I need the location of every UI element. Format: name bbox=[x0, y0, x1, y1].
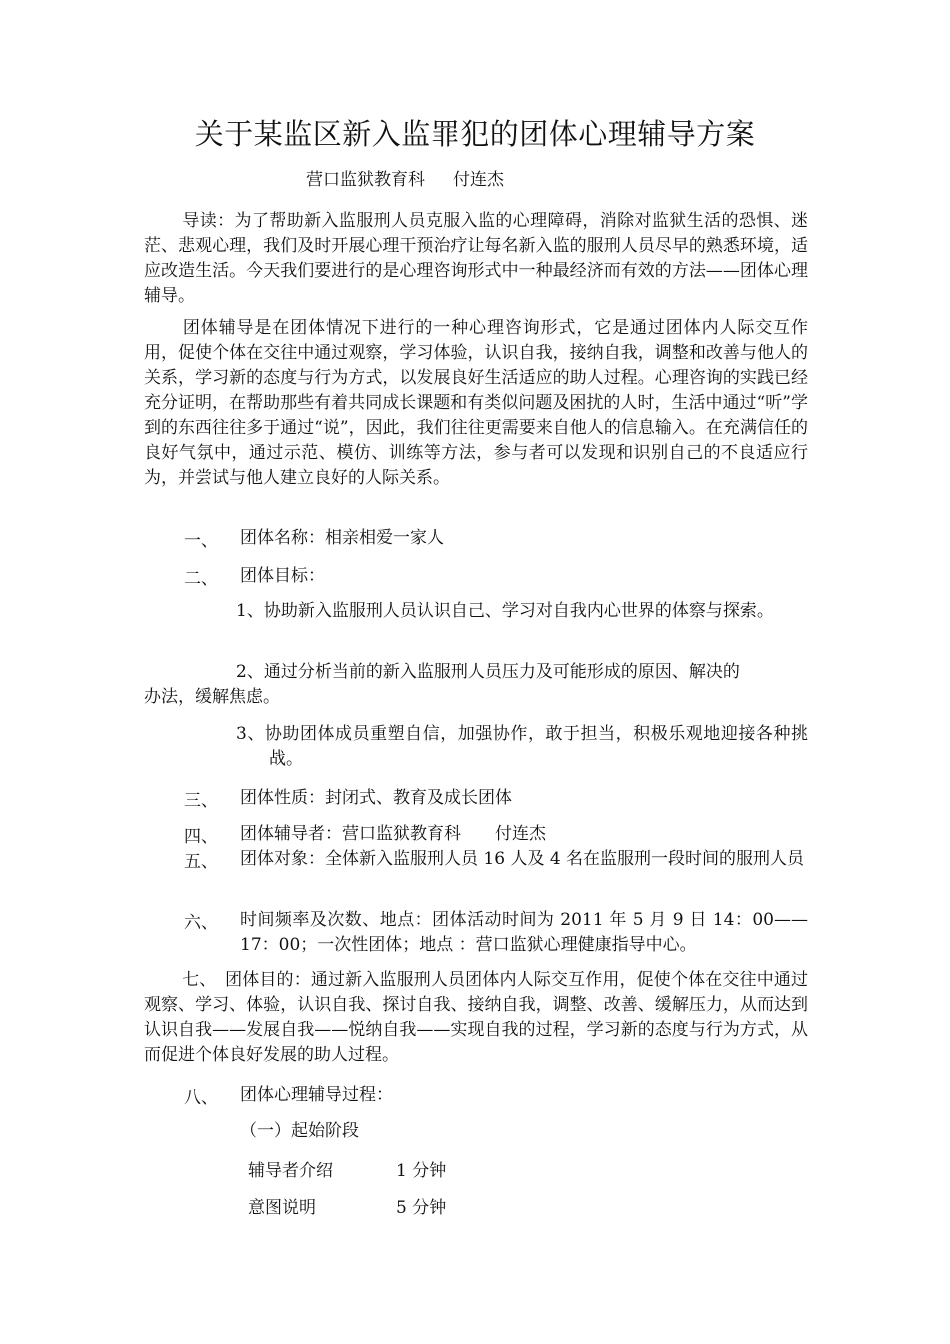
author-org: 营口监狱教育科 bbox=[306, 170, 425, 190]
author-name: 付连杰 bbox=[453, 170, 504, 190]
goal-2-line-1: 2、通过分析当前的新入监服刑人员压力及可能形成的原因、解决的 bbox=[236, 662, 740, 682]
section-7-paragraph bbox=[144, 968, 808, 1068]
section-6-text: 时间频率及次数、地点：团体活动时间为 2011 年 5 月 9 日 14：00——17：00；一次性团体；地点 ：营口监狱心理健康指导中心。 bbox=[240, 910, 808, 955]
section-1-text: 团体名称：相亲相爱一家人 bbox=[240, 528, 444, 548]
section-1-number: 一、 bbox=[184, 531, 218, 551]
goal-1: 1、协助新入监服刑人员认识自己、学习对自我内心世界的体察与探索。 bbox=[236, 601, 774, 621]
section-8-number: 八、 bbox=[184, 1088, 218, 1108]
document-title: 关于某监区新入监罪犯的团体心理辅导方案 bbox=[194, 117, 756, 151]
intro-text: 导读：为了帮助新入监服刑人员克服入监的心理障碍，消除对监狱生活的恐惧、迷茫、悲观心理，我们及时开展心理干预治疗让每名新入监的服刑人员尽早的熟悉环境，适应改造生活。今天我们要进行的是心理咨询形式中一种最经济而有效的方法——团体心理辅导。 bbox=[144, 211, 808, 306]
goal-2-line-2: 办法，缓解焦虑。 bbox=[144, 687, 280, 707]
author-line bbox=[306, 165, 504, 190]
definition-text: 团体辅导是在团体情况下进行的一种心理咨询形式，它是通过团体内人际交互作用，促使个体在交往中通过观察，学习体验，认识自我，接纳自我，调整和改善与他人的关系，学习新的态度与行为方式，以发展良好生活适应的助人过程。心理咨询的实践已经充分证明，在帮助那些有着共同成长课题和有类似问题及困扰的人时，生活中通过“听”学到的东西往往多于通过“说”，因此，我们往往更需要来自他人的信息输入。在充满信任的良好气氛中，通过示范、模仿、训练等方法，参与者可以发现和识别自己的不良适应行为，并尝试与他人建立良好的人际关系。 bbox=[144, 318, 808, 488]
section-7-text: 七、 团体目的：通过新入监服刑人员团体内人际交互作用，促使个体在交往中通过观察、学习、体验，认识自我、探讨自我、接纳自我，调整、改善、缓解压力，从而达到认识自我——发展自我——悦纳自我——实现自我的过程，学习新的态度与行为方式，从而促进个体良好发展的助人过程。 bbox=[144, 970, 808, 1065]
process-item-duration: 1 分钟 bbox=[396, 1161, 447, 1181]
section-8-text: 团体心理辅导过程： bbox=[240, 1085, 393, 1105]
section-3-number: 三、 bbox=[184, 791, 218, 811]
section-5-text: 团体对象：全体新入监服刑人员 16 人及 4 名在监服刑一段时间的服刑人员 bbox=[240, 849, 805, 869]
intro-paragraph bbox=[144, 209, 808, 309]
process-item-name: 意图说明 bbox=[248, 1198, 316, 1218]
section-2-number: 二、 bbox=[184, 569, 218, 589]
section-6-number: 六、 bbox=[184, 913, 218, 933]
process-item-duration: 5 分钟 bbox=[396, 1198, 447, 1218]
section-3-text: 团体性质：封闭式、教育及成长团体 bbox=[240, 788, 512, 808]
section-4-text: 团体辅导者：营口监狱教育科 付连杰 bbox=[240, 824, 546, 844]
stage-1-heading: （一）起始阶段 bbox=[240, 1121, 359, 1141]
process-item-name: 辅导者介绍 bbox=[248, 1161, 333, 1181]
section-2-text: 团体目标： bbox=[240, 566, 325, 586]
section-5-number: 五、 bbox=[184, 852, 218, 872]
definition-paragraph bbox=[144, 316, 808, 491]
goal-3: 3、协助团体成员重塑自信，加强协作，敢于担当，积极乐观地迎接各种挑战。 bbox=[236, 724, 808, 769]
section-4-number: 四、 bbox=[184, 827, 218, 847]
